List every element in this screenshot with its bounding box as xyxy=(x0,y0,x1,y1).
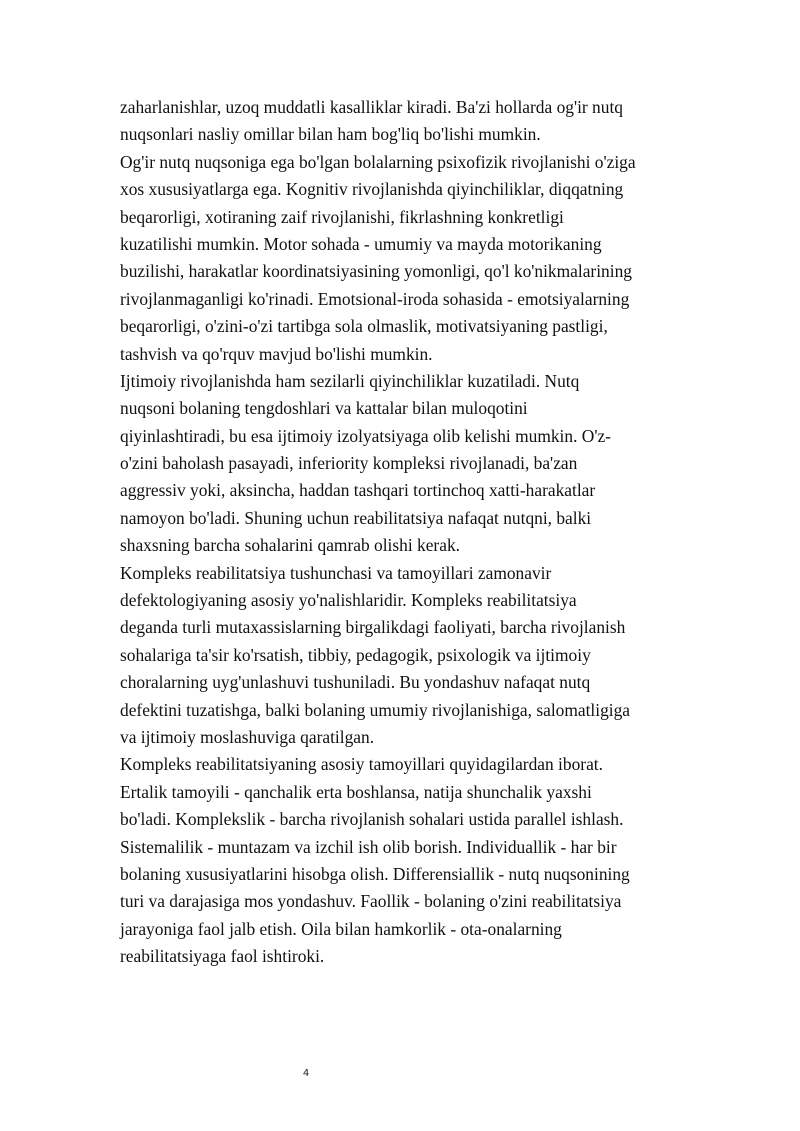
text-line: Ertalik tamoyili - qanchalik erta boshlansa, natija shunchalik yaxshi xyxy=(120,781,592,802)
text-line: Sistemalilik - muntazam va izchil ish olib borish. Individuallik - har bir xyxy=(120,836,617,857)
text-line: buzilishi, harakatlar koordinatsiyasining yomonligi, qo'l ko'nikmalarining xyxy=(120,261,632,282)
text-line: Og'ir nutq nuqsoniga ega bo'lgan bolalarning psixofizik rivojlanishi o'ziga xyxy=(120,151,636,172)
text-line: beqarorligi, o'zini-o'zi tartibga sola olmaslik, motivatsiyaning pastligi, xyxy=(120,316,608,337)
text-line: sohalariga ta'sir ko'rsatish, tibbiy, pedagogik, psixologik va ijtimoiy xyxy=(120,644,591,665)
text-line: kuzatilishi mumkin. Motor sohada - umumiy va mayda motorikaning xyxy=(120,233,602,254)
body-text xyxy=(120,94,692,971)
text-line: defektologiyaning asosiy yo'nalishlaridir. Kompleks reabilitatsiya xyxy=(120,590,577,611)
text-line: beqarorligi, xotiraning zaif rivojlanishi, fikrlashning konkretligi xyxy=(120,206,564,227)
text-line: defektini tuzatishga, balki bolaning umumiy rivojlanishiga, salomatligiga xyxy=(120,699,631,720)
text-line: va ijtimoiy moslashuviga qaratilgan. xyxy=(120,726,375,747)
text-line: bolaning xususiyatlarini hisobga olish. Differensiallik - nutq nuqsonining xyxy=(120,863,630,884)
text-line: qiyinlashtiradi, bu esa ijtimoiy izolyatsiyaga olib kelishi mumkin. O'z- xyxy=(120,425,611,446)
text-line: reabilitatsiyaga faol ishtiroki. xyxy=(120,946,325,967)
text-line: nuqsonlari nasliy omillar bilan ham bog'liq bo'lishi mumkin. xyxy=(120,124,541,145)
text-line: zaharlanishlar, uzoq muddatli kasalliklar kiradi. Ba'zi hollarda og'ir nutq xyxy=(120,97,623,117)
text-line: namoyon bo'ladi. Shuning uchun reabilitatsiya nafaqat nutqni, balki xyxy=(120,507,592,528)
text-line: tashvish va qo'rquv mavjud bo'lishi mumkin. xyxy=(120,343,433,364)
text-line: deganda turli mutaxassislarning birgalikdagi faoliyati, barcha rivojlanish xyxy=(120,617,626,638)
text-line: Kompleks reabilitatsiyaning asosiy tamoyillari quyidagilardan iborat. xyxy=(120,754,603,775)
text-line: jarayoniga faol jalb etish. Oila bilan hamkorlik - ota-onalarning xyxy=(120,918,562,939)
text-line: aggressiv yoki, aksincha, haddan tashqari tortinchoq xatti-harakatlar xyxy=(120,480,596,501)
text-line: turi va darajasiga mos yondashuv. Faollik - bolaning o'zini reabilitatsiya xyxy=(120,891,622,912)
page-number: 4 xyxy=(302,1068,310,1079)
text-line: bo'ladi. Komplekslik - barcha rivojlanish sohalari ustida parallel ishlash. xyxy=(120,809,624,830)
text-line: xos xususiyatlarga ega. Kognitiv rivojlanishda qiyinchiliklar, diqqatning xyxy=(120,179,624,200)
text-line: rivojlanmaganligi ko'rinadi. Emotsional-iroda sohasida - emotsiyalarning xyxy=(120,288,630,309)
text-line: choralarning uyg'unlashuvi tushuniladi. Bu yondashuv nafaqat nutq xyxy=(120,672,591,693)
text-line: o'zini baholash pasayadi, inferiority kompleksi rivojlanadi, ba'zan xyxy=(120,453,578,474)
text-line: shaxsning barcha sohalarini qamrab olishi kerak. xyxy=(120,535,460,556)
text-line: Ijtimoiy rivojlanishda ham sezilarli qiyinchiliklar kuzatiladi. Nutq xyxy=(120,370,580,391)
text-line: Kompleks reabilitatsiya tushunchasi va tamoyillari zamonavir xyxy=(120,562,552,583)
text-line: nuqsoni bolaning tengdoshlari va kattalar bilan muloqotini xyxy=(120,398,528,419)
